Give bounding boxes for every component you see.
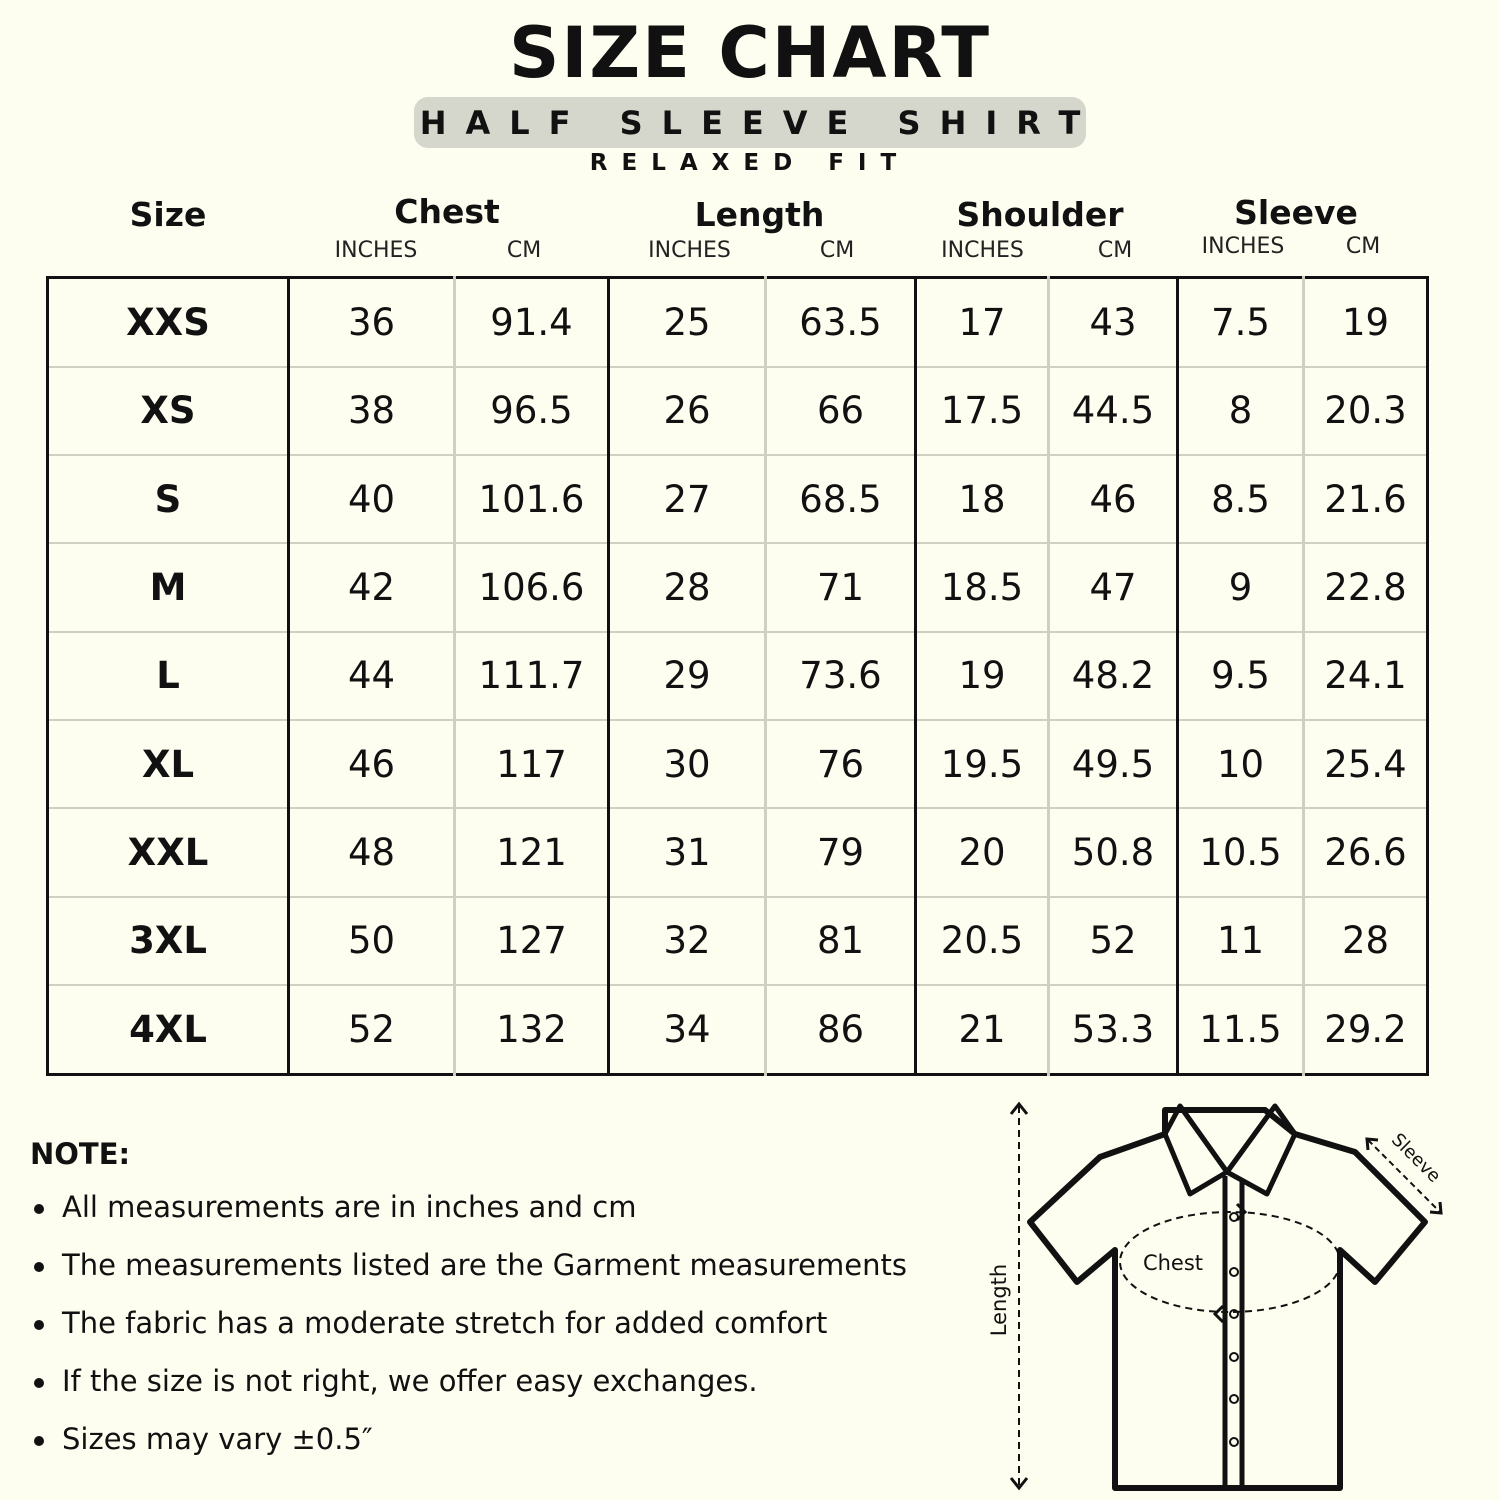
note-list xyxy=(30,1185,907,1475)
sleeve-inches-header: INCHES xyxy=(1201,234,1285,259)
chest-label: Chest xyxy=(1142,1251,1204,1275)
measurement-cell: 18.5 xyxy=(916,543,1049,631)
measurement-cell: 101.6 xyxy=(455,455,609,543)
measurement-cell: 24.1 xyxy=(1304,632,1428,720)
measurement-cell: 48.2 xyxy=(1049,632,1178,720)
shoulder-column-header: Shoulder xyxy=(956,195,1124,234)
measurement-cell: 52 xyxy=(1049,897,1178,985)
size-label-cell: S xyxy=(48,455,289,543)
size-label-cell: XL xyxy=(48,720,289,808)
page-title: SIZE CHART xyxy=(508,12,992,94)
table-row xyxy=(48,632,1428,720)
size-label-cell: XS xyxy=(48,367,289,455)
size-chart-body xyxy=(48,278,1428,1075)
length-inches-header: INCHES xyxy=(648,238,731,263)
measurement-cell: 21 xyxy=(916,985,1049,1074)
note-item: If the size is not right, we offer easy exchanges. xyxy=(30,1359,907,1417)
measurement-cell: 21.6 xyxy=(1304,455,1428,543)
measurement-cell: 127 xyxy=(455,897,609,985)
measurement-cell: 50.8 xyxy=(1049,808,1178,896)
measurement-cell: 63.5 xyxy=(766,278,916,367)
sleeve-column-header: Sleeve xyxy=(1234,193,1358,232)
table-row xyxy=(48,720,1428,808)
measurement-cell: 50 xyxy=(289,897,455,985)
shirt-buttons-icon xyxy=(1230,1213,1238,1446)
measurement-cell: 76 xyxy=(766,720,916,808)
measurement-cell: 10 xyxy=(1178,720,1304,808)
measurement-cell: 20 xyxy=(916,808,1049,896)
measurement-cell: 42 xyxy=(289,543,455,631)
chest-cm-header: CM xyxy=(506,238,542,263)
measurement-cell: 7.5 xyxy=(1178,278,1304,367)
table-row xyxy=(48,985,1428,1074)
measurement-cell: 9 xyxy=(1178,543,1304,631)
measurement-cell: 9.5 xyxy=(1178,632,1304,720)
measurement-cell: 40 xyxy=(289,455,455,543)
measurement-cell: 117 xyxy=(455,720,609,808)
table-row xyxy=(48,897,1428,985)
sleeve-cm-header: CM xyxy=(1345,234,1381,259)
measurement-cell: 106.6 xyxy=(455,543,609,631)
measurement-cell: 27 xyxy=(609,455,766,543)
measurement-cell: 111.7 xyxy=(455,632,609,720)
measurement-cell: 19 xyxy=(916,632,1049,720)
measurement-cell: 10.5 xyxy=(1178,808,1304,896)
measurement-cell: 30 xyxy=(609,720,766,808)
measurement-cell: 38 xyxy=(289,367,455,455)
note-item: Sizes may vary ±0.5″ xyxy=(30,1417,907,1475)
measurement-cell: 91.4 xyxy=(455,278,609,367)
sleeve-label: Sleeve xyxy=(1387,1129,1445,1187)
size-column-header: Size xyxy=(129,195,207,234)
chest-column-header: Chest xyxy=(394,192,500,231)
measurement-cell: 8.5 xyxy=(1178,455,1304,543)
measurement-cell: 44.5 xyxy=(1049,367,1178,455)
measurement-cell: 132 xyxy=(455,985,609,1074)
size-label-cell: M xyxy=(48,543,289,631)
measurement-cell: 43 xyxy=(1049,278,1178,367)
measurement-cell: 121 xyxy=(455,808,609,896)
measurement-cell: 86 xyxy=(766,985,916,1074)
size-chart-table xyxy=(46,276,1429,1076)
measurement-cell: 17.5 xyxy=(916,367,1049,455)
measurement-cell: 44 xyxy=(289,632,455,720)
chest-arrow-icon xyxy=(1215,1306,1223,1322)
measurement-cell: 28 xyxy=(609,543,766,631)
measurement-cell: 73.6 xyxy=(766,632,916,720)
chest-inches-header: INCHES xyxy=(334,238,418,263)
measurement-cell: 17 xyxy=(916,278,1049,367)
note-item: The measurements listed are the Garment measurements xyxy=(30,1243,907,1301)
measurement-cell: 68.5 xyxy=(766,455,916,543)
measurement-cell: 34 xyxy=(609,985,766,1074)
measurement-cell: 19 xyxy=(1304,278,1428,367)
length-cm-header: CM xyxy=(819,238,855,263)
size-label-cell: 4XL xyxy=(48,985,289,1074)
measurement-cell: 29.2 xyxy=(1304,985,1428,1074)
size-label-cell: 3XL xyxy=(48,897,289,985)
measurement-cell: 48 xyxy=(289,808,455,896)
measurement-cell: 19.5 xyxy=(916,720,1049,808)
subtitle-text: HALF SLEEVE SHIRT xyxy=(419,103,1100,142)
measurement-cell: 8 xyxy=(1178,367,1304,455)
measurement-cell: 46 xyxy=(1049,455,1178,543)
note-title: NOTE: xyxy=(30,1137,131,1171)
length-column-header: Length xyxy=(694,195,825,234)
measurement-cell: 31 xyxy=(609,808,766,896)
note-item: All measurements are in inches and cm xyxy=(30,1185,907,1243)
measurement-cell: 26.6 xyxy=(1304,808,1428,896)
size-label-cell: XXL xyxy=(48,808,289,896)
measurement-cell: 18 xyxy=(916,455,1049,543)
measurement-cell: 29 xyxy=(609,632,766,720)
length-label: Length xyxy=(987,1263,1011,1337)
measurement-cell: 49.5 xyxy=(1049,720,1178,808)
measurement-cell: 81 xyxy=(766,897,916,985)
shoulder-inches-header: INCHES xyxy=(941,238,1024,263)
table-row xyxy=(48,278,1428,367)
subtitle-banner xyxy=(414,97,1100,148)
measurement-cell: 71 xyxy=(766,543,916,631)
measurement-cell: 20.3 xyxy=(1304,367,1428,455)
fit-label: RELAXED FIT xyxy=(589,150,911,176)
measurement-cell: 11.5 xyxy=(1178,985,1304,1074)
shoulder-cm-header: CM xyxy=(1097,238,1133,263)
size-label-cell: L xyxy=(48,632,289,720)
table-row xyxy=(48,543,1428,631)
measurement-cell: 96.5 xyxy=(455,367,609,455)
table-row xyxy=(48,808,1428,896)
measurement-cell: 53.3 xyxy=(1049,985,1178,1074)
measurement-cell: 47 xyxy=(1049,543,1178,631)
measurement-cell: 36 xyxy=(289,278,455,367)
measurement-cell: 32 xyxy=(609,897,766,985)
measurement-cell: 25.4 xyxy=(1304,720,1428,808)
measurement-cell: 28 xyxy=(1304,897,1428,985)
measurement-cell: 79 xyxy=(766,808,916,896)
table-row xyxy=(48,455,1428,543)
measurement-cell: 11 xyxy=(1178,897,1304,985)
measurement-cell: 52 xyxy=(289,985,455,1074)
table-row xyxy=(48,367,1428,455)
measurement-cell: 22.8 xyxy=(1304,543,1428,631)
measurement-cell: 66 xyxy=(766,367,916,455)
measurement-cell: 25 xyxy=(609,278,766,367)
measurement-cell: 26 xyxy=(609,367,766,455)
shirt-diagram xyxy=(975,1092,1475,1500)
size-label-cell: XXS xyxy=(126,300,210,344)
measurement-cell: 20.5 xyxy=(916,897,1049,985)
measurement-cell: 46 xyxy=(289,720,455,808)
note-item: The fabric has a moderate stretch for added comfort xyxy=(30,1301,907,1359)
